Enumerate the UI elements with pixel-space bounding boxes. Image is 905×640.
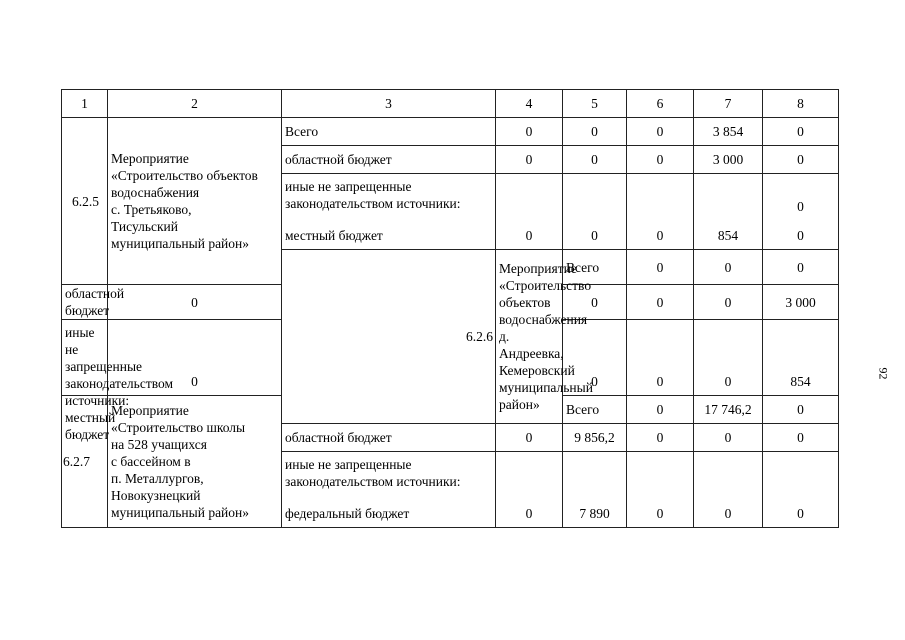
- value-cell: 3 854: [694, 118, 763, 146]
- value-cell: 0: [694, 452, 763, 528]
- source-label: Всего: [563, 250, 627, 285]
- value-cell: 7 890: [563, 452, 627, 528]
- value-cell: 0: [627, 118, 694, 146]
- value-cell: 17 746,2: [694, 396, 763, 424]
- value-cell: 3 000: [763, 285, 839, 320]
- value-cell: 0: [563, 146, 627, 174]
- value-cell: 0: [496, 118, 563, 146]
- value-cell: 0: [694, 285, 763, 320]
- header-cell-3: 3: [282, 90, 496, 118]
- value-cell: 0: [627, 250, 694, 285]
- header-cell-8: 8: [763, 90, 839, 118]
- value-cell: 0: [763, 452, 839, 528]
- value-cell: 0: [694, 320, 763, 396]
- value-cell: 0: [763, 146, 839, 174]
- header-cell-5: 5: [563, 90, 627, 118]
- value-cell: 0: [563, 174, 627, 250]
- value-cell: 0: [763, 250, 839, 285]
- header-row: [62, 90, 839, 118]
- value-cell: 0: [763, 396, 839, 424]
- item-name: Мероприятие «Строительство объектов водоснабжения с. Третьяково, Тисульский муниципальный район»: [108, 118, 282, 285]
- header-cell-1: 1: [62, 90, 108, 118]
- value-cell: 0: [627, 452, 694, 528]
- value-cell: 854: [694, 174, 763, 250]
- value-cell: 0: [694, 424, 763, 452]
- header-cell-4: 4: [496, 90, 563, 118]
- source-label: Всего: [282, 118, 496, 146]
- source-label: иные не запрещенные законодательством источники: федеральный бюджет: [282, 452, 496, 528]
- source-label: областной бюджет: [282, 424, 496, 452]
- value-cell: 9 856,2: [563, 424, 627, 452]
- value-cell: 0: [108, 320, 282, 396]
- source-label: областной бюджет: [62, 285, 108, 320]
- value-cell: 0: [627, 424, 694, 452]
- value-cell: 0: [496, 174, 563, 250]
- item-code: 6.2.7: [62, 396, 108, 528]
- source-label: областной бюджет: [282, 146, 496, 174]
- value-cell: 0: [627, 285, 694, 320]
- value-cell: 854: [763, 320, 839, 396]
- source-label: иные не запрещенные законодательством источники: местный бюджет: [282, 174, 496, 250]
- value-cell: 0: [763, 118, 839, 146]
- value-cell: 0: [627, 320, 694, 396]
- header-cell-7: 7: [694, 90, 763, 118]
- page-number: 92: [876, 367, 891, 380]
- value-cell: 0: [496, 424, 563, 452]
- source-label: Всего: [563, 396, 627, 424]
- value-cell: 0: [108, 285, 282, 320]
- value-cell: 0: [627, 146, 694, 174]
- value-cell: 0 0: [763, 174, 839, 250]
- value-cell: 3 000: [694, 146, 763, 174]
- source-label: иные не запрещенные законодательством источники: местный бюджет: [62, 320, 108, 396]
- value-cell: 0: [563, 118, 627, 146]
- value-cell: 0: [496, 452, 563, 528]
- item-code: 6.2.6: [282, 250, 496, 424]
- item-name: Мероприятие «Строительство школы на 528 учащихся с бассейном в п. Металлургов, Новокузнецкий муниципальный район»: [108, 396, 282, 528]
- value-cell: 0: [627, 174, 694, 250]
- table-row: [62, 118, 839, 146]
- budget-table: [61, 89, 839, 528]
- value-cell: 0: [627, 396, 694, 424]
- value-cell: 0: [496, 146, 563, 174]
- value-cell: 0: [563, 320, 627, 396]
- value-cell: 0: [563, 285, 627, 320]
- header-cell-6: 6: [627, 90, 694, 118]
- value-cell: 0: [763, 424, 839, 452]
- value-cell: 0: [694, 250, 763, 285]
- item-name: Мероприятие «Строительство объектов водоснабжения д. Андреевка, Кемеровский муниципальный район»: [496, 250, 563, 424]
- item-code: 6.2.5: [62, 118, 108, 285]
- header-cell-2: 2: [108, 90, 282, 118]
